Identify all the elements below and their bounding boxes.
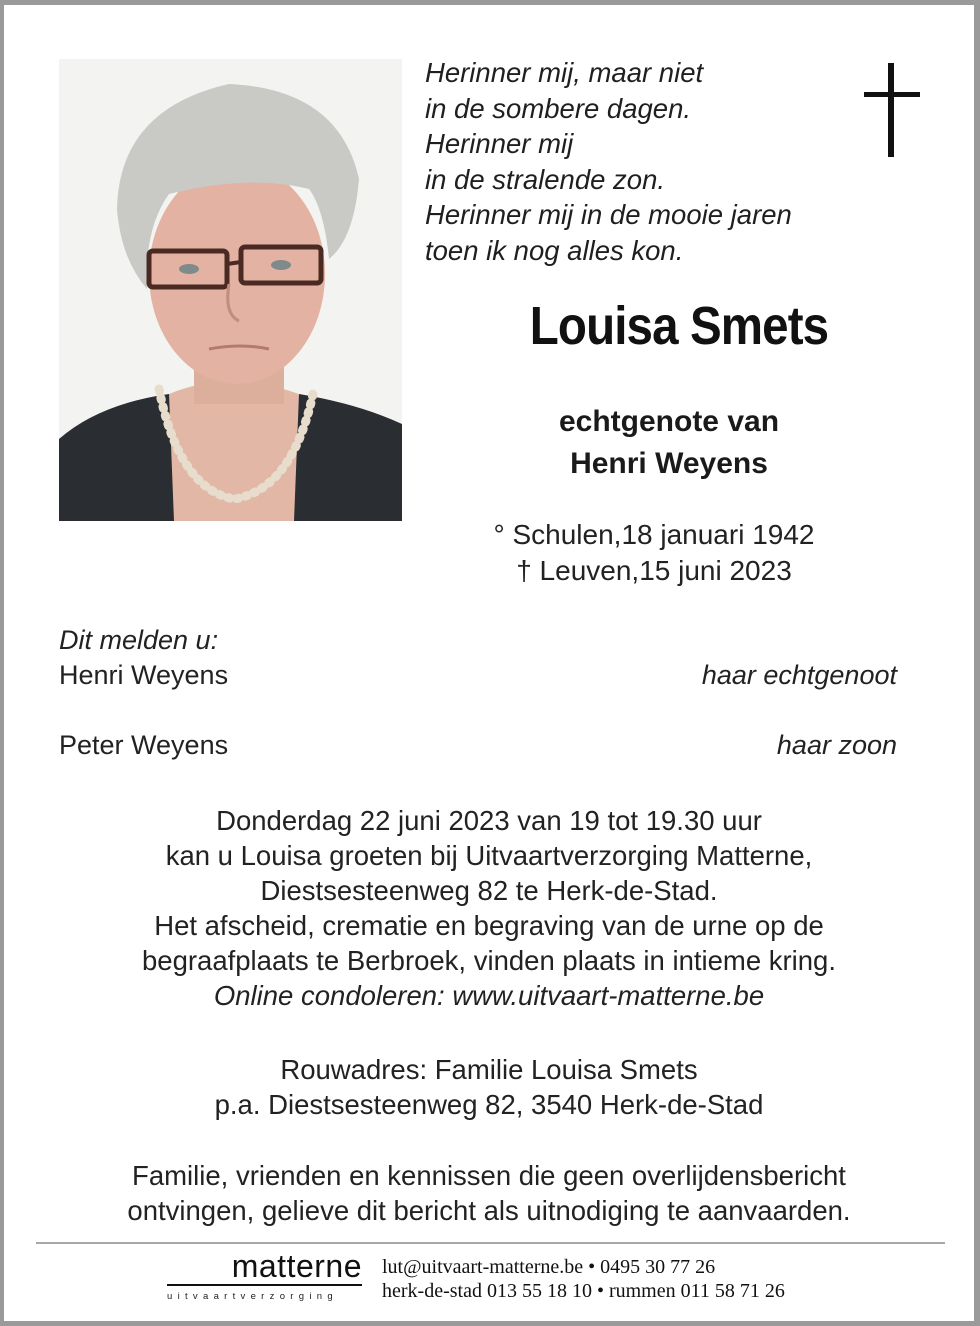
announcer-row xyxy=(59,658,897,693)
portrait-image xyxy=(59,59,402,521)
life-dates xyxy=(434,517,874,589)
logo-underline xyxy=(167,1284,362,1286)
poem-line: in de sombere dagen. xyxy=(425,92,692,124)
closing-note xyxy=(4,1158,974,1228)
spouse-name: Henri Weyens xyxy=(570,447,768,480)
address-line: p.a. Diestsesteenweg 82, 3540 Herk-de-Stad xyxy=(214,1089,764,1120)
portrait-photo xyxy=(59,59,402,521)
funeral-home-contact xyxy=(382,1255,785,1303)
ceremony-line: kan u Louisa groeten bij Uitvaartverzorging Matterne, xyxy=(165,840,813,871)
ceremony-info xyxy=(4,803,974,1013)
cross-icon xyxy=(864,63,920,157)
birth-date: ° Schulen,18 januari 1942 xyxy=(493,519,815,550)
spouse-info xyxy=(434,401,904,485)
announcer-name: Peter Weyens xyxy=(59,730,229,760)
death-date: † Leuven,15 juni 2023 xyxy=(516,555,792,586)
online-condolence-link[interactable]: Online condoleren: www.uitvaart-matterne.be xyxy=(213,980,765,1011)
ceremony-line: Het afscheid, crematie en begraving van de urne op de xyxy=(154,910,824,941)
closing-line: ontvingen, gelieve dit bericht als uitnodiging te aanvaarden. xyxy=(127,1195,851,1226)
poem-line: toen ik nog alles kon. xyxy=(425,234,684,266)
ceremony-line: Diestsesteenweg 82 te Herk-de-Stad. xyxy=(260,875,718,906)
contact-line: lut@uitvaart-matterne.be • 0495 30 77 26 xyxy=(382,1256,716,1278)
ceremony-line: Donderdag 22 juni 2023 van 19 tot 19.30 uur xyxy=(216,805,762,836)
announcers xyxy=(59,623,897,763)
poem-line: Herinner mij xyxy=(425,128,574,159)
funeral-home-logo xyxy=(167,1249,362,1302)
announcers-label: Dit melden u: xyxy=(59,625,219,655)
announcer-name: Henri Weyens xyxy=(59,660,229,690)
logo-wordmark: matterne xyxy=(231,1248,362,1284)
ceremony-line: begraafplaats te Berbroek, vinden plaats in intieme kring. xyxy=(141,945,836,976)
deceased-name: Louisa Smets xyxy=(529,296,829,356)
announcer-relation: haar echtgenoot xyxy=(701,660,897,690)
spouse-label: echtgenote van xyxy=(558,405,780,438)
contact-line: herk-de-stad 013 55 18 10 • rummen 011 58 71 26 xyxy=(382,1280,785,1302)
logo-subtitle: uitvaartverzorging xyxy=(167,1291,338,1302)
closing-line: Familie, vrienden en kennissen die geen overlijdensbericht xyxy=(132,1160,846,1191)
obituary-card xyxy=(4,5,974,1321)
address-line: Rouwadres: Familie Louisa Smets xyxy=(280,1054,698,1085)
mourning-address xyxy=(4,1052,974,1122)
poem-line: Herinner mij, maar niet xyxy=(425,57,704,88)
poem-line: in de stralende zon. xyxy=(425,163,666,195)
announcer-row xyxy=(59,728,897,763)
announcer-relation: haar zoon xyxy=(776,730,897,760)
memorial-poem xyxy=(425,55,792,268)
footer-divider xyxy=(36,1242,945,1244)
poem-line: Herinner mij in de mooie jaren xyxy=(425,199,792,230)
